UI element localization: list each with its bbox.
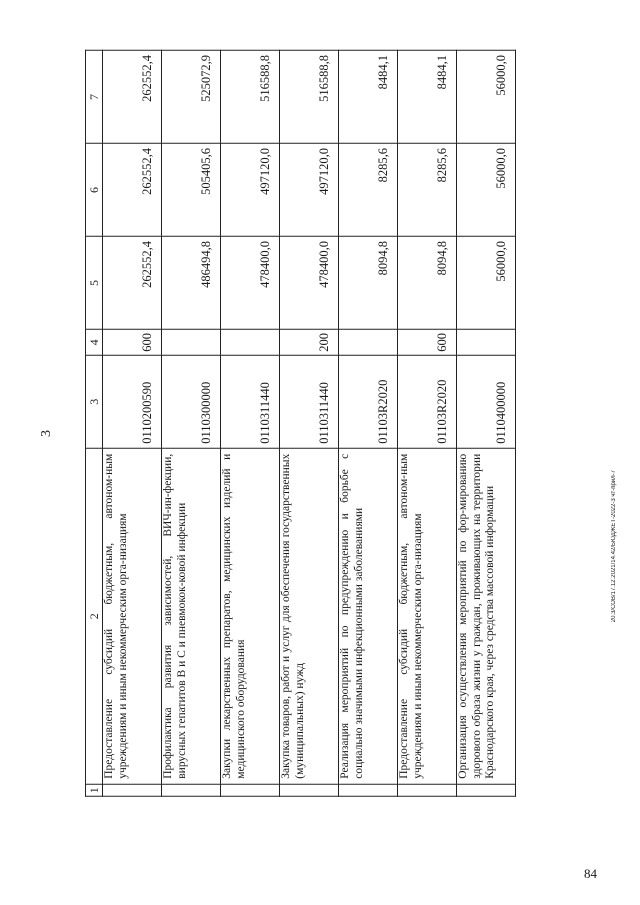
amount-col-6: 505405,6: [162, 144, 221, 237]
target-article-code: 0110200590: [103, 355, 162, 448]
target-article-code: 01103R2020: [339, 355, 398, 448]
amount-col-5: 56000,0: [457, 237, 516, 330]
item-description: Предоставление субсидий бюджетным, автоном-ным учреждениям и иным некоммерческим орга-низациям: [398, 448, 457, 784]
item-description: Профилактика развития зависимостей, ВИЧ-ин-фекции, вирусных гепатитов В и С и пневмокок-ковой инфекции: [162, 448, 221, 784]
table-row: [103, 51, 162, 797]
amount-col-5: 262552,4: [103, 237, 162, 330]
target-article-code: 0110400000: [457, 355, 516, 448]
table-row: [221, 51, 280, 797]
document-code: 20.3/СОВ/17.12.2021/14.42/БЮДЖЕТ-2022-3 чт-прил-7: [611, 470, 617, 623]
amount-col-5: 486494,8: [162, 237, 221, 330]
table-header-row: [86, 51, 103, 797]
expense-type-code: [162, 330, 221, 356]
row-number-cell: [221, 784, 280, 796]
amount-col-7: 8484,1: [398, 51, 457, 144]
amount-col-6: 262552,4: [103, 144, 162, 237]
amount-col-6: 497120,0: [221, 144, 280, 237]
item-description: Предоставление субсидий бюджетным, автоном-ным учреждениям и иным некоммерческим орга-низациям: [103, 448, 162, 784]
amount-col-5: 478400,0: [221, 237, 280, 330]
row-number-cell: [457, 784, 516, 796]
expense-type-code: [457, 330, 516, 356]
amount-col-5: 8094,8: [398, 237, 457, 330]
column-header: 4: [86, 330, 103, 356]
expense-type-code: 200: [280, 330, 339, 356]
column-header: 2: [86, 448, 103, 784]
amount-col-7: 516588,8: [221, 51, 280, 144]
item-description: Закупки лекарственных препаратов, медицинских изделий и медицинского оборудования: [221, 448, 280, 784]
table-row: [398, 51, 457, 797]
expense-type-code: [339, 330, 398, 356]
target-article-code: 0110311440: [280, 355, 339, 448]
amount-col-6: 8285,6: [398, 144, 457, 237]
amount-col-7: 56000,0: [457, 51, 516, 144]
column-header: 6: [86, 144, 103, 237]
row-number-cell: [103, 784, 162, 796]
table-row: [339, 51, 398, 797]
item-description: Организация осуществления мероприятий по фор-мированию здорового образа жизни у граждан, проживающих на территории Краснодарского края, через средства массовой информации: [457, 448, 516, 784]
amount-col-7: 8484,1: [339, 51, 398, 144]
item-description: Закупка товаров, работ и услуг для обеспечения государственных (муниципальных) нужд: [280, 448, 339, 784]
amount-col-6: 56000,0: [457, 144, 516, 237]
expense-type-code: 600: [398, 330, 457, 356]
sheet-number: 3: [39, 430, 54, 437]
expense-type-code: 600: [103, 330, 162, 356]
amount-col-6: 497120,0: [280, 144, 339, 237]
amount-col-5: 8094,8: [339, 237, 398, 330]
page-number: 84: [584, 866, 597, 881]
row-number-cell: [398, 784, 457, 796]
row-number-cell: [339, 784, 398, 796]
expense-type-code: [221, 330, 280, 356]
budget-table: [85, 50, 516, 797]
amount-col-7: 516588,8: [280, 51, 339, 144]
row-number-cell: [280, 784, 339, 796]
target-article-code: 0110300000: [162, 355, 221, 448]
row-number-cell: [162, 784, 221, 796]
table-row: [457, 51, 516, 797]
target-article-code: 01103R2020: [398, 355, 457, 448]
amount-col-7: 525072,9: [162, 51, 221, 144]
column-header: 3: [86, 355, 103, 448]
column-header: 7: [86, 51, 103, 144]
column-header: 1: [86, 784, 103, 796]
column-header: 5: [86, 237, 103, 330]
amount-col-5: 478400,0: [280, 237, 339, 330]
target-article-code: 0110311440: [221, 355, 280, 448]
table-row: [280, 51, 339, 797]
table-row: [162, 51, 221, 797]
amount-col-7: 262552,4: [103, 51, 162, 144]
amount-col-6: 8285,6: [339, 144, 398, 237]
item-description: Реализация мероприятий по предупреждению и борьбе с социально значимыми инфекционными заболеваниями: [339, 448, 398, 784]
